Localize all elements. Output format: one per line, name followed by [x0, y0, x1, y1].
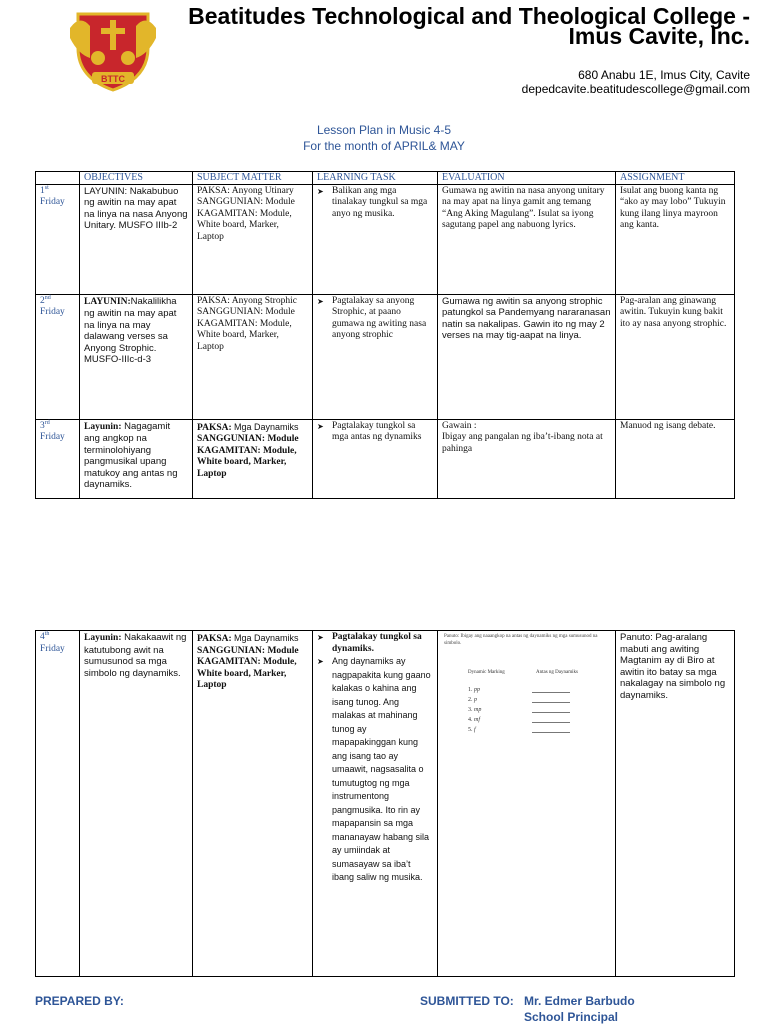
plan-title: Lesson Plan in Music 4-5 [316, 123, 452, 137]
day-cell: 4th Friday [36, 631, 80, 977]
principal-title: School Principal [524, 1010, 619, 1024]
table-row [36, 631, 735, 977]
task-cell [313, 294, 438, 419]
column-header-objectives: OBJECTIVES [80, 172, 193, 185]
column-header-subject-matter: SUBJECT MATTER [193, 172, 313, 185]
subject-cell: PAKSA: Mga Daynamiks SANGGUNIAN: Module KAGAMITAN: Module, White board, Marker, Laptop [193, 419, 313, 498]
assignment-cell: Pag-aralan ang ginawang awitin. Tukuyin kung bakit ito ay nasa anyong strophic. [616, 294, 735, 419]
subject-cell: PAKSA: Anyong Strophic SANGGUNIAN: Module KAGAMITAN: Module, White board, Marker, Laptop [193, 294, 313, 419]
subject-cell: PAKSA: Mga Daynamiks SANGGUNIAN: Module KAGAMITAN: Module, White board, Marker, Laptop [193, 631, 313, 977]
task-item: ➤ Pagtalakay sa anyong Strophic, at paano gumawa ng awiting nasa anyong strophic [317, 296, 433, 342]
objectives-cell: LAYUNIN: Nakabubuo ng awitin na may apat na linya na nasa Anyong Unitary. MUSFO IIIb-2 [80, 184, 193, 294]
school-logo [68, 8, 158, 92]
column-header-learning-task: LEARNING TASK [313, 172, 438, 185]
day-cell: 1st Friday [36, 184, 80, 294]
day-cell: 3rd Friday [36, 419, 80, 498]
evaluation-cell: Gumawa ng awitin na nasa anyong unitary na may apat na linya gamit ang temang “Ang Aking Magulang”. Isulat sa iyong sagutang papel ang nabuong lyrics. [438, 184, 616, 294]
assignment-cell: Panuto: Pag-aralang mabuti ang awiting Magtanim ay di Biro at awitin ito batay sa mga nakalagay na simbolo ng daynamiks. [616, 631, 735, 977]
column-header [36, 172, 80, 185]
prepared-by-label: PREPARED BY: [35, 994, 124, 1008]
objectives-cell: Layunin: Nagagamit ang angkop na terminolohiyang pangmusikal upang matukoy ang antas ng daynamiks. [80, 419, 193, 498]
task-item: ➤ Ang daynamiks ay nagpapakita kung gaano kalakas o kahina ang isang tunog. Ang malakas at mahinang tunog ay mapapakinggan kung ang isang tao ay umaawit, nagsasalita o tumutugtog ng mga instrumentong pangmusika. Ito rin ay mapapansin sa mga mananayaw habang sila ay umiindak at sumasayaw sa iba’t ibang saliw ng musika. [317, 655, 433, 885]
principal-name: Mr. Edmer Barbudo [524, 994, 635, 1008]
school-address: 680 Anabu 1E, Imus City, Cavite [578, 68, 750, 82]
table-row [36, 184, 735, 294]
column-header-evaluation: EVALUATION [438, 172, 616, 185]
dynamics-worksheet-image: Panuto: Ibigay ang naaangkop na antas ng daynamiks ng mga sumusunod na simbolo. Dynamic Marking Antas ng Daynamiks 1. pp 2. p 3. mp 4. mf 5. f [444, 634, 598, 733]
subject-cell: PAKSA: Anyong Utinary SANGGUNIAN: Module KAGAMITAN: Module, White board, Marker, Laptop [193, 184, 313, 294]
assignment-cell: Isulat ang buong kanta ng “ako ay may lobo” Tukuyin kung ilang linya mayroon ang kanta. [616, 184, 735, 294]
task-item: ➤ Pagtalakay tungkol sa mga antas ng dynamiks [317, 421, 433, 444]
day-cell: 2nd Friday [36, 294, 80, 419]
task-cell [313, 419, 438, 498]
task-cell [313, 631, 438, 977]
lesson-plan-table [35, 171, 735, 499]
table-header-row [36, 172, 735, 185]
logo-text: BTTC [101, 74, 125, 84]
table-row [36, 419, 735, 498]
column-header-assignment: ASSIGNMENT [616, 172, 735, 185]
school-name: Beatitudes Technological and Theological College - Imus Cavite, Inc. [188, 3, 750, 49]
task-item: ➤ Pagtalakay tungkol sa dynamiks. [317, 632, 433, 655]
evaluation-cell [438, 631, 616, 977]
task-item: ➤ Balikan ang mga tinalakay tungkul sa mga anyo ng musika. [317, 186, 433, 221]
objectives-cell: Layunin: Nakakaawit ng katutubong awit na sumusunod sa mga simbolo ng daynamiks. [80, 631, 193, 977]
evaluation-cell: Gawain : Ibigay ang pangalan ng iba’t-ibang nota at pahinga [438, 419, 616, 498]
objectives-cell: LAYUNIN:Nakalilikha ng awitin na may apat na linya na may dalawang verses sa Anyong Strophic. MUSFO-IIIc-d-3 [80, 294, 193, 419]
evaluation-cell: Gumawa ng awitin sa anyong strophic patungkol sa Pandemyang nararanasan natin sa nakalipas. Gawin ito ng may 2 verses na may tig-aapat na linya. [438, 294, 616, 419]
table-row [36, 294, 735, 419]
plan-subtitle: For the month of APRIL& MAY [303, 139, 465, 153]
assignment-cell: Manuod ng isang debate. [616, 419, 735, 498]
lesson-plan-table-continued [35, 630, 735, 977]
submitted-to-label: SUBMITTED TO: [420, 994, 514, 1008]
school-email[interactable]: depedcavite.beatitudescollege@gmail.com [521, 82, 750, 96]
task-cell [313, 184, 438, 294]
